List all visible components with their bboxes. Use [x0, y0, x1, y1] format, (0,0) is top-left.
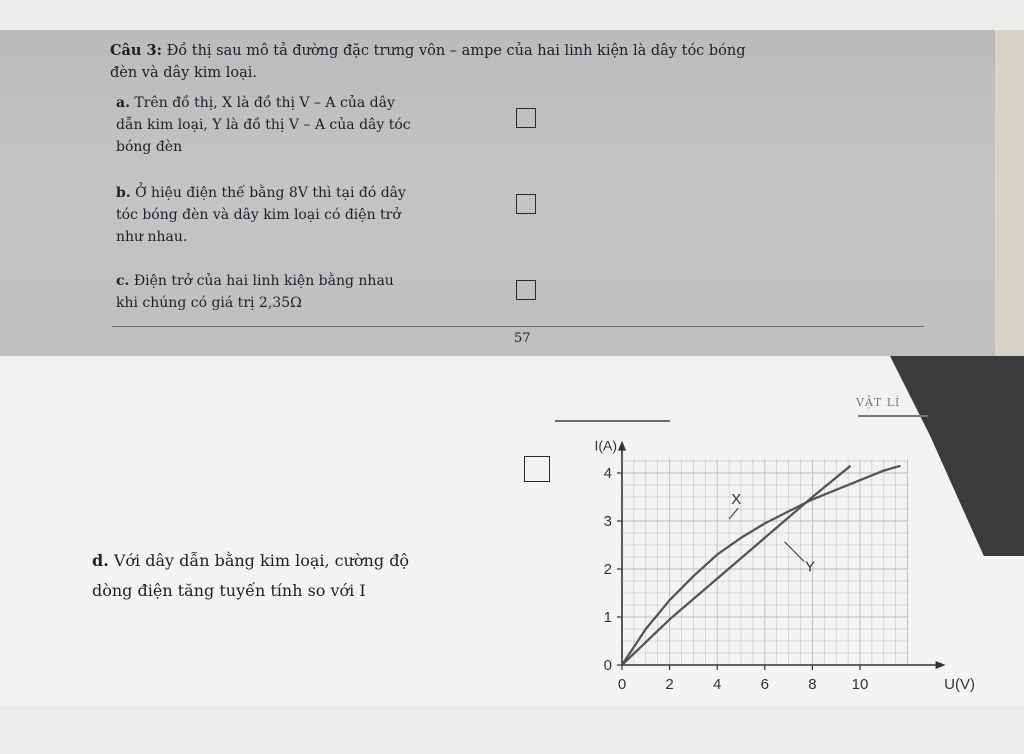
statement-line: dòng điện tăng tuyến tính so với I	[92, 581, 366, 600]
checkbox-c[interactable]	[516, 280, 536, 300]
running-header: VẬT LÍ	[856, 396, 901, 409]
y-tick-label: 0	[603, 657, 612, 674]
page-edge	[995, 30, 1024, 356]
statement-line: dẫn kim loại, Y là đồ thị V – A của dây tóc	[116, 117, 411, 133]
chart-grid	[622, 459, 908, 665]
statement-line: Với dây dẫn bằng kim loại, cường độ	[113, 551, 410, 570]
checkbox-a[interactable]	[516, 108, 536, 128]
statement-line: bóng đèn	[116, 139, 183, 155]
series-line-x	[622, 466, 901, 665]
x-axis-arrow	[936, 661, 946, 669]
x-tick-label: 4	[713, 676, 722, 693]
page-number: 57	[514, 331, 531, 346]
checkbox-d[interactable]	[524, 456, 550, 482]
statement-letter: c.	[116, 273, 130, 289]
question-number: Câu 3:	[110, 42, 162, 59]
x-axis-label: U(V)	[944, 676, 976, 693]
iv-chart	[570, 437, 976, 705]
statement-line: Điện trở của hai linh kiện bằng nhau	[133, 273, 394, 289]
statement-letter: d.	[92, 551, 109, 570]
statement-line: Trên đồ thị, X là đồ thị V – A của dây	[134, 95, 395, 111]
y-tick-label: 3	[603, 513, 612, 530]
x-tick-label: 2	[665, 676, 674, 693]
y-tick-label: 2	[603, 561, 612, 578]
statement-line: Ở hiệu điện thế bằng 8V thì tại đó dây	[135, 185, 406, 201]
statement-c	[116, 270, 506, 314]
series-label-leader	[729, 508, 738, 519]
chart-ticks	[594, 438, 975, 693]
x-tick-label: 10	[851, 676, 869, 693]
series-label-x: X	[731, 491, 742, 509]
statement-letter: b.	[116, 185, 131, 201]
statement-letter: a.	[116, 95, 130, 111]
chart-series	[622, 466, 901, 665]
running-header-rule	[858, 415, 928, 417]
y-axis-label: I(A)	[594, 437, 617, 454]
statement-line: khi chúng có giá trị 2,35Ω	[116, 295, 302, 311]
y-tick-label: 4	[603, 465, 612, 482]
y-tick-label: 1	[603, 609, 612, 626]
series-label-leader	[785, 542, 804, 562]
question-stem	[110, 40, 910, 84]
statement-d	[92, 546, 522, 606]
series-label-y: Y	[805, 558, 816, 576]
header-rule	[555, 420, 670, 422]
page-divider	[112, 326, 924, 327]
statement-line: tóc bóng đèn và dây kim loại có điện trở	[116, 207, 401, 223]
chart-axes	[618, 441, 946, 669]
statement-line: như nhau.	[116, 229, 188, 245]
x-tick-label: 0	[617, 676, 627, 693]
question-text-line1: Đồ thị sau mô tả đường đặc trưng vôn – ampe của hai linh kiện là dây tóc bóng	[166, 43, 746, 59]
y-axis-arrow	[618, 441, 626, 451]
photo-top-margin	[0, 0, 1024, 30]
x-tick-label: 6	[760, 676, 769, 693]
photo-bottom-margin	[0, 706, 1024, 754]
checkbox-b[interactable]	[516, 194, 536, 214]
x-tick-label: 8	[808, 676, 817, 693]
question-text-line2: đèn và dây kim loại.	[110, 65, 258, 81]
statement-a	[116, 92, 506, 158]
statement-b	[116, 182, 506, 248]
